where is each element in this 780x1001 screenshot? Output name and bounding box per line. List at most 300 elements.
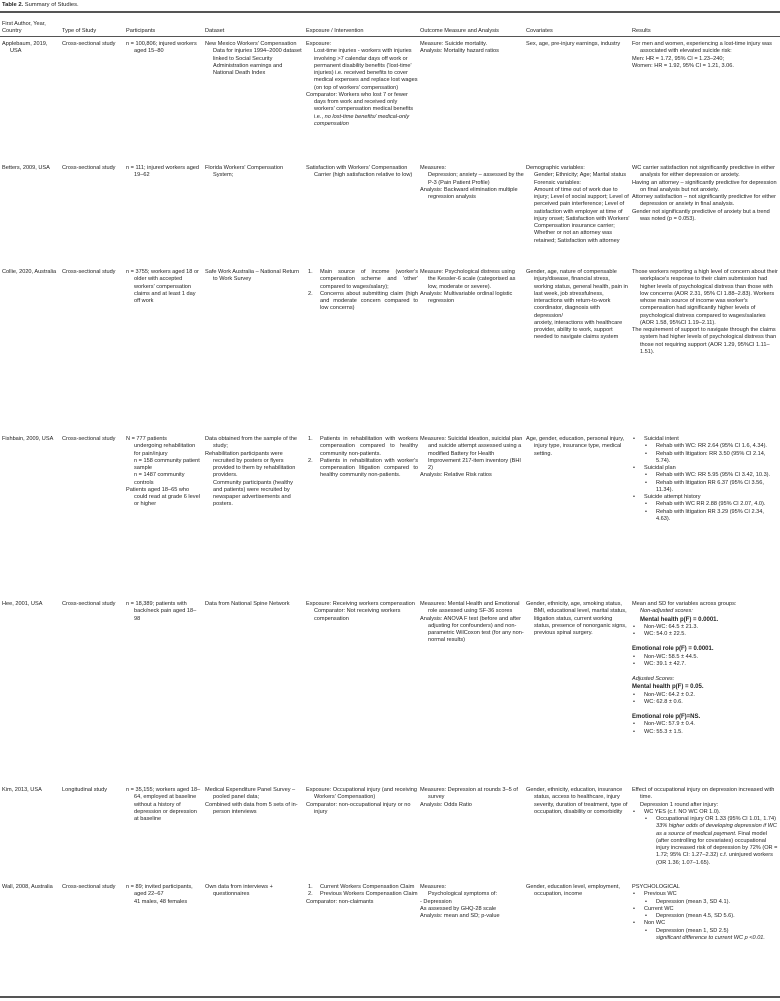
text: - Depression: [420, 898, 452, 905]
text: undergoing rehabilitation for pain/injury: [134, 443, 196, 457]
cell-author: [2, 884, 60, 891]
cell-text: [526, 41, 630, 48]
cell-text: [205, 884, 303, 899]
bullet-item: [632, 654, 778, 661]
header-dataset: Dataset: [205, 27, 225, 34]
cell-text: [632, 646, 778, 653]
text: Analysis: ANOVA F test (before and after adjusting for confounders) and non-parametric WilCoxon test (for any non-normal results): [420, 615, 524, 644]
cell-text: [526, 787, 630, 816]
text: Effect of occupational injury on depression increased with time.: [632, 787, 775, 801]
cell-text: [126, 41, 202, 56]
cell-text: [205, 269, 303, 284]
text: anxiety, interactions with healthcare provider, ability to work, support needed to navigate claims system: [534, 319, 623, 341]
cell-outcome: [420, 41, 524, 56]
text: Rehab with litigation RR 6.37 (95% CI 3.56, 11.34).: [656, 479, 764, 493]
cell-text: [632, 787, 778, 802]
text: WC YES (c.f. NO WC OR 1.0).: [644, 808, 721, 815]
cell-results: [632, 436, 778, 523]
numbered-item: [306, 458, 418, 480]
cell-text: [420, 41, 524, 48]
cell-text: [126, 165, 202, 180]
text: Non-WC: 57.9 ± 0.4.: [644, 721, 695, 728]
cell-text: [306, 608, 418, 623]
text: WC: 39.1 ± 42.7.: [644, 660, 686, 667]
numbered-item: [306, 884, 418, 891]
header-outcome: Outcome Measure and Analysis: [420, 27, 499, 34]
text: Current WC: [644, 905, 674, 912]
text: Emotional role p(F)=NS.: [632, 714, 701, 720]
item-number: 2.: [308, 457, 313, 464]
text: The requirement of support to navigate through the claims system had higher levels of psychological distress than those not requiring support (AOR 1.29, 95%CI 1.11–1.51).: [632, 327, 777, 355]
cell-results: [632, 269, 778, 356]
text: Rehab with litigation: RR 3.50 (95% CI 2.14, 5.74).: [656, 450, 766, 464]
top-rule: [0, 11, 780, 13]
header-exposure: Exposure / Intervention: [306, 27, 364, 34]
cell-text: [632, 63, 778, 70]
header-participants: Participants: [126, 27, 156, 34]
text: Measures: Suicidal ideation, suicidal plan and suicide attempt assessed using a modified Battery for Health Improvement 217-item inventory (BHI 2): [420, 436, 523, 471]
cell-text: [126, 436, 202, 443]
cell-text: [2, 601, 60, 608]
text: WC carrier satisfaction not significantly predictive in either analysis for either depression or anxiety.: [632, 165, 776, 179]
cell-text: [526, 601, 630, 637]
item-number: 2.: [308, 891, 313, 898]
cell-text: [632, 802, 778, 809]
text: Analysis: Odds Ratio: [420, 801, 472, 808]
cell-text: [632, 617, 778, 624]
cell-text: [205, 802, 303, 817]
cell-text: [420, 187, 524, 202]
cell-text: [632, 194, 778, 209]
cell-results: [632, 884, 778, 942]
cell-text: [632, 56, 778, 63]
cell-exposure: [306, 165, 418, 180]
cell-type: [62, 269, 124, 276]
cell-text: [526, 165, 630, 172]
cell-text: [632, 41, 778, 56]
text-segment: Occupational injury OR 1.33 (95% CI 1.01, 1.74): [656, 816, 777, 822]
item-number: 2.: [308, 290, 313, 297]
text: Data from National Spine Network: [205, 601, 290, 607]
cell-type: [62, 787, 124, 794]
text: Gender, age, nature of compensable injury/disease, financial stress, working status, general health, pain in last week, job stressfulness, interactions with return-to-work coordinator, diagnosis with depression/: [526, 269, 628, 319]
cell-type: [62, 41, 124, 48]
bullet-item: [632, 809, 778, 816]
cell-text: [526, 187, 630, 245]
cell-text: [526, 180, 630, 187]
bullet-item: [632, 494, 778, 501]
cell-dataset: [205, 269, 303, 284]
cell-text: [306, 41, 418, 48]
cell-text: [306, 787, 418, 802]
text: As assessed by GHQ-28 scale: [420, 905, 497, 912]
text: Exposure: Occupational injury (and receiving Workers' Compensation): [306, 787, 418, 801]
text: Patients in rehabilitation with workers compensation compared to healthy community non-patients.: [320, 436, 418, 457]
bullet-item: [632, 692, 778, 699]
cell-participants: [126, 884, 202, 906]
bullet-item: [632, 509, 778, 524]
cell-text: [526, 436, 630, 458]
cell-text: [2, 41, 60, 56]
cell-text: [420, 291, 524, 306]
cell-text: [62, 884, 124, 891]
cell-dataset: [205, 436, 303, 509]
cell-covariates: [526, 884, 630, 899]
cell-text: [306, 92, 418, 128]
cell-author: [2, 41, 60, 56]
text: Suicide attempt history: [644, 494, 701, 500]
text: Non-WC: 58.5 ± 44.5.: [644, 653, 699, 660]
cell-text: [420, 616, 524, 645]
text: n = 35,155; workers aged 18–64, employed at baseline without a history of depression or depression at baseline: [126, 787, 201, 822]
text: Gender not significantly predictive of anxiety but a trend was noted (p = 0.053).: [632, 208, 770, 222]
text: Measure: Suicide mortality.: [420, 41, 488, 47]
table-header: [0, 15, 780, 35]
cell-results: [632, 787, 778, 867]
text: Measures: Depression at rounds 3–5 of survey: [420, 787, 518, 801]
text: Amount of time out of work due to injury; Level of social support; Level of perceived pain interference; Level of satisfaction with employer at time of injury onset; Satisfaction with Workers' Compensation insurance carrier; Whether or not an attorney was retained; Satisfaction with attorney: [534, 186, 630, 244]
cell-text: [205, 480, 303, 509]
text: Gender; Ethnicity; Age; Marital status: [534, 172, 627, 179]
text: Hee, 2001, USA: [2, 601, 43, 607]
text: Mean and SD for variables across groups:: [632, 601, 737, 607]
cell-text: [205, 451, 303, 480]
bullet-item: [632, 906, 778, 913]
cell-text: [420, 899, 524, 906]
text: Wall, 2008, Australia: [2, 884, 53, 890]
text: WC: 62.8 ± 0.6.: [644, 698, 683, 705]
text: Lost-time injuries - workers with injuries involving >7 calendar days off work or permanent disability benefits ('lost-time' injuries) i.e. received benefits to cover medical expenses and replace lost wages (on top of workers' compensation): [314, 48, 418, 91]
cell-author: [2, 165, 60, 172]
text: Exposure:: [306, 41, 332, 47]
bottom-rule: [0, 996, 780, 998]
text: Age, gender, education, personal injury, injury type, insurance type, medical setting.: [526, 436, 625, 457]
text: Safe Work Australia – National Return to Work Survey: [205, 269, 300, 283]
header-results: Results: [632, 27, 651, 34]
text: Depression (mean 4.5, SD 5.6).: [656, 913, 735, 919]
cell-text: [62, 41, 124, 48]
text: Non-WC: 64.5 ± 21.3.: [644, 623, 699, 630]
cell-text: [126, 443, 202, 458]
text: Rehab with WC RR 2.88 (95% CI 2.07, 4.0).: [656, 501, 766, 508]
cell-text: [632, 676, 778, 683]
table-label: Table 2.: [2, 2, 24, 8]
text-segment: no lost-time benefits/ medical-only compensation: [314, 113, 410, 127]
cell-covariates: [526, 787, 630, 816]
item-number: 1.: [308, 269, 313, 275]
text: Measures: Mental Health and Emotional role assessed using SF-36 scores: [420, 601, 520, 615]
cell-outcome: [420, 787, 524, 809]
table-caption: [2, 2, 79, 9]
cell-text: [62, 269, 124, 276]
cell-text: [420, 472, 524, 479]
text-segment: Comparator: Workers who lost 7 or fewer days from work and received only workers' compensation medical benefits i.e.,: [306, 91, 414, 120]
cell-text: [126, 472, 202, 487]
cell-text: [526, 884, 630, 899]
cell-text: [126, 899, 202, 906]
cell-outcome: [420, 884, 524, 920]
cell-text: [306, 899, 418, 906]
cell-text: [420, 165, 524, 172]
text: Measures:: [420, 165, 447, 171]
cell-text: [420, 802, 524, 809]
text: Current Workers Compensation Claim: [320, 884, 415, 890]
text: N = 777 patients: [126, 436, 167, 442]
text: WC: 54.0 ± 22.5.: [644, 631, 686, 637]
cell-text: [632, 180, 778, 195]
text: Depression (mean 3, SD 4.1).: [656, 898, 730, 905]
text: Gender, ethnicity, education, insurance status, access to healthcare, injury severity, duration of treatment, type of occupation, disability or comorbidity: [526, 787, 628, 815]
cell-exposure: [306, 601, 418, 623]
cell-type: [62, 884, 124, 891]
bullet-item: [632, 443, 778, 450]
text: Comparator: Not receiving workers compensation: [314, 608, 401, 622]
text: Non WC: [644, 920, 666, 927]
cell-text: [126, 884, 202, 899]
text: Measure: Psychological distress using the Kessler-6 scale (categorised as low, moderate or severe).: [420, 269, 516, 290]
bullet-item: [632, 624, 778, 631]
bullet-item: [632, 451, 778, 466]
text: Exposure: Receiving workers compensation: [306, 601, 415, 607]
text: n = 89; invited participants, aged 22–67: [126, 884, 193, 898]
bullet-item: [632, 928, 778, 935]
cell-text: [126, 269, 202, 305]
cell-text: [2, 269, 60, 276]
cell-author: [2, 601, 60, 608]
cell-text: [632, 884, 778, 891]
text: Cross-sectional study: [62, 884, 116, 890]
text: n = 3755; workers aged 18 or older with accepted workers' compensation claims and at least 1 day off work: [126, 269, 199, 304]
text: Cross-sectional study: [62, 269, 116, 275]
cell-text: [126, 787, 202, 823]
text-segment: 33% higher odds of developing depression if WC as a source of medical payment.: [656, 823, 777, 837]
cell-exposure: [306, 787, 418, 816]
cell-text: [2, 436, 60, 443]
text: Patients in rehabilitation with worker's compensation litigation compared to healthy community non-patients.: [320, 457, 418, 479]
text: Analysis: Multivariable ordinal logistic regression: [420, 290, 513, 304]
cell-participants: [126, 436, 202, 509]
text: Medical Expenditure Panel Survey – pooled panel data;: [205, 787, 296, 801]
cell-text: [205, 165, 303, 180]
bullet-item: [632, 472, 778, 479]
cell-participants: [126, 165, 202, 180]
cell-participants: [126, 269, 202, 305]
text: Cross-sectional study: [62, 436, 116, 442]
bullet-item: [632, 935, 778, 942]
cell-text: [126, 487, 202, 509]
header-rule: [0, 36, 780, 37]
text: Rehab with WC: RR 5.95 (95% CI 3.42, 10.3).: [656, 472, 771, 479]
text: n = 18,389; patients with back/neck pain aged 18–98: [126, 601, 197, 622]
cell-text: [205, 601, 303, 608]
cell-text: [420, 913, 524, 920]
cell-participants: [126, 601, 202, 623]
cell-text: [205, 787, 303, 802]
bullet-item: [632, 501, 778, 508]
cell-results: [632, 41, 778, 70]
numbered-item: [306, 291, 418, 313]
cell-text: [632, 601, 778, 608]
cell-text: [420, 436, 524, 472]
cell-results: [632, 165, 778, 223]
cell-outcome: [420, 165, 524, 201]
text: Measures:: [420, 884, 447, 890]
cell-exposure: [306, 884, 418, 906]
cell-results: [632, 601, 778, 736]
text: Satisfaction with Workers' Compensation Carrier (high satisfaction relative to low): [306, 165, 413, 179]
text: Depression; anxiety – assessed by the P-3 (Pain Patient Profile): [428, 172, 524, 186]
text: Non-adjusted scores:: [640, 608, 693, 615]
numbered-item: [306, 436, 418, 458]
text: Previous Workers Compensation Claim: [320, 891, 418, 898]
bullet-item: [632, 721, 778, 728]
cell-text: [632, 608, 778, 615]
text: Previous WC: [644, 891, 677, 898]
cell-outcome: [420, 269, 524, 305]
cell-text: [2, 787, 60, 794]
cell-dataset: [205, 41, 303, 77]
text: Adjusted Scores:: [632, 676, 675, 682]
text: Kim, 2013, USA: [2, 787, 42, 793]
cell-text: [126, 601, 202, 623]
cell-text: [205, 436, 303, 451]
text: Collie, 2020, Australia: [2, 269, 57, 275]
text: Patients aged 18–65 who could read at grade 6 level or higher: [126, 486, 200, 508]
cell-text: [420, 601, 524, 616]
bullet-item: [632, 699, 778, 706]
text: Men: HR = 1.72, 95% CI = 1.23–240;: [632, 55, 725, 62]
cell-text: [306, 165, 418, 180]
text: Mental health p(F) = 0.05.: [632, 684, 704, 691]
text: significant difference to current WC p <0.01.: [656, 934, 765, 941]
bullet-item: [632, 920, 778, 927]
cell-text: [126, 458, 202, 473]
cell-dataset: [205, 601, 303, 608]
text: Mental health p(F) = 0.0001.: [640, 616, 719, 623]
cell-participants: [126, 41, 202, 56]
cell-text: [62, 787, 124, 794]
text: New Mexico Workers' Compensation Data for injuries 1994–2000 dataset linked to Social Security Administration earnings and National Death Index: [205, 41, 302, 76]
cell-dataset: [205, 165, 303, 180]
text: Comparator: non-claimants: [306, 898, 374, 905]
cell-text: [420, 891, 524, 898]
text: Data obtained from the sample of the study;: [205, 436, 298, 450]
text: Concerns about submitting claim (high and moderate concern compared to low concerns): [320, 290, 418, 312]
text-segment: Final model (after controlling for covariates) occupational injury increased risk of depression by 72% (OR = 1.72; 95% CI: 1.27–2.32) c.f. uninjured workers (OR 1.36; 1.07–1.65).: [656, 830, 778, 866]
text: For men and women, experiencing a lost-time injury was associated with elevated suicide risk:: [632, 41, 772, 55]
bullet-item: [632, 661, 778, 668]
cell-text: [62, 601, 124, 608]
cell-author: [2, 787, 60, 794]
text: Community participants (healthy and patients) were recruited by newspaper advertisements and posters.: [213, 479, 293, 508]
cell-author: [2, 269, 60, 276]
text: Suicidal plan: [644, 465, 676, 471]
text: Analysis: mean and SD; p-value: [420, 913, 500, 919]
cell-text: [62, 165, 124, 172]
cell-exposure: [306, 436, 418, 480]
cell-text: [526, 269, 630, 320]
cell-text: [2, 165, 60, 172]
bullet-item: [632, 480, 778, 495]
cell-text: [420, 172, 524, 187]
cell-covariates: [526, 436, 630, 458]
text: Betters, 2009, USA: [2, 165, 50, 171]
text: 41 males, 48 females: [134, 898, 188, 905]
text: WC: 55.3 ± 1.5.: [644, 728, 683, 735]
cell-text: [420, 787, 524, 802]
cell-text: [420, 269, 524, 291]
cell-text: [306, 802, 418, 817]
text: Rehab with litigation RR 3.29 (95% CI 2.34, 4.63).: [656, 508, 764, 522]
cell-dataset: [205, 884, 303, 899]
bullet-item: [632, 816, 778, 867]
cell-text: [632, 269, 778, 327]
cell-text: [306, 48, 418, 92]
text: Rehab with WC: RR 2.64 (95% CI 1.6, 4.34).: [656, 443, 767, 450]
cell-text: [632, 714, 778, 721]
cell-text: [632, 209, 778, 224]
text: n = 158 community patient sample: [134, 457, 200, 471]
cell-covariates: [526, 41, 630, 48]
text: Gender, education level, employment, occupation, income: [526, 884, 620, 898]
cell-text: [420, 906, 524, 913]
header-covariates: Covariates: [526, 27, 553, 34]
cell-covariates: [526, 269, 630, 342]
text: Combined with data from 5 sets of in-person interviews: [205, 801, 298, 815]
text: Non-WC: 64.2 ± 0.2.: [644, 691, 695, 698]
cell-type: [62, 165, 124, 172]
text: Florida Workers' Compensation System;: [205, 165, 284, 179]
cell-text: [632, 684, 778, 691]
text: Sex, age, pre-injury earnings, industry: [526, 41, 621, 47]
text: Cross-sectional study: [62, 165, 116, 171]
bullet-item: [632, 465, 778, 472]
bullet-item: [632, 436, 778, 443]
text: n = 1487 community controls: [134, 472, 185, 486]
text: Fishbain, 2009, USA: [2, 436, 54, 442]
bullet-item: [632, 729, 778, 736]
numbered-item: [306, 891, 418, 898]
cell-text: [2, 884, 60, 891]
bullet-item: [632, 899, 778, 906]
bullet-item: [632, 891, 778, 898]
cell-text: [62, 436, 124, 443]
cell-covariates: [526, 165, 630, 245]
cell-dataset: [205, 787, 303, 816]
text: Cross-sectional study: [62, 41, 116, 47]
text: Demographic variables:: [526, 165, 585, 171]
text: Depression 1 round after injury:: [640, 801, 719, 808]
text: Gender, ethnicity, age, smoking status, BMI, educational level, marital status, litigation status, current working status, presence of nonorganic signs, previous spinal surgery.: [526, 601, 627, 636]
cell-author: [2, 436, 60, 443]
text: Analysis: Mortality hazard ratios: [420, 48, 499, 55]
cell-outcome: [420, 436, 524, 480]
text: Having an attorney – significantly predictive for depression on final analysis but not anxiety.: [632, 179, 777, 193]
bullet-item: [632, 631, 778, 638]
text: Forensic variables:: [534, 179, 581, 186]
item-number: 1.: [308, 436, 313, 442]
text: n = 100,806; injured workers aged 15–80: [126, 41, 197, 55]
cell-type: [62, 601, 124, 608]
cell-text: [306, 601, 418, 608]
cell-text: [632, 327, 778, 356]
text: Cross-sectional study: [62, 601, 116, 607]
text: Suicidal intent: [644, 436, 679, 442]
item-number: 1.: [308, 884, 313, 890]
text: Psychological symptoms of:: [428, 891, 498, 898]
header-author: First Author, Year, Country: [2, 20, 46, 34]
text: Attorney satisfaction – not significantly predictive for either depression or anxiety in final analysis.: [632, 194, 776, 208]
